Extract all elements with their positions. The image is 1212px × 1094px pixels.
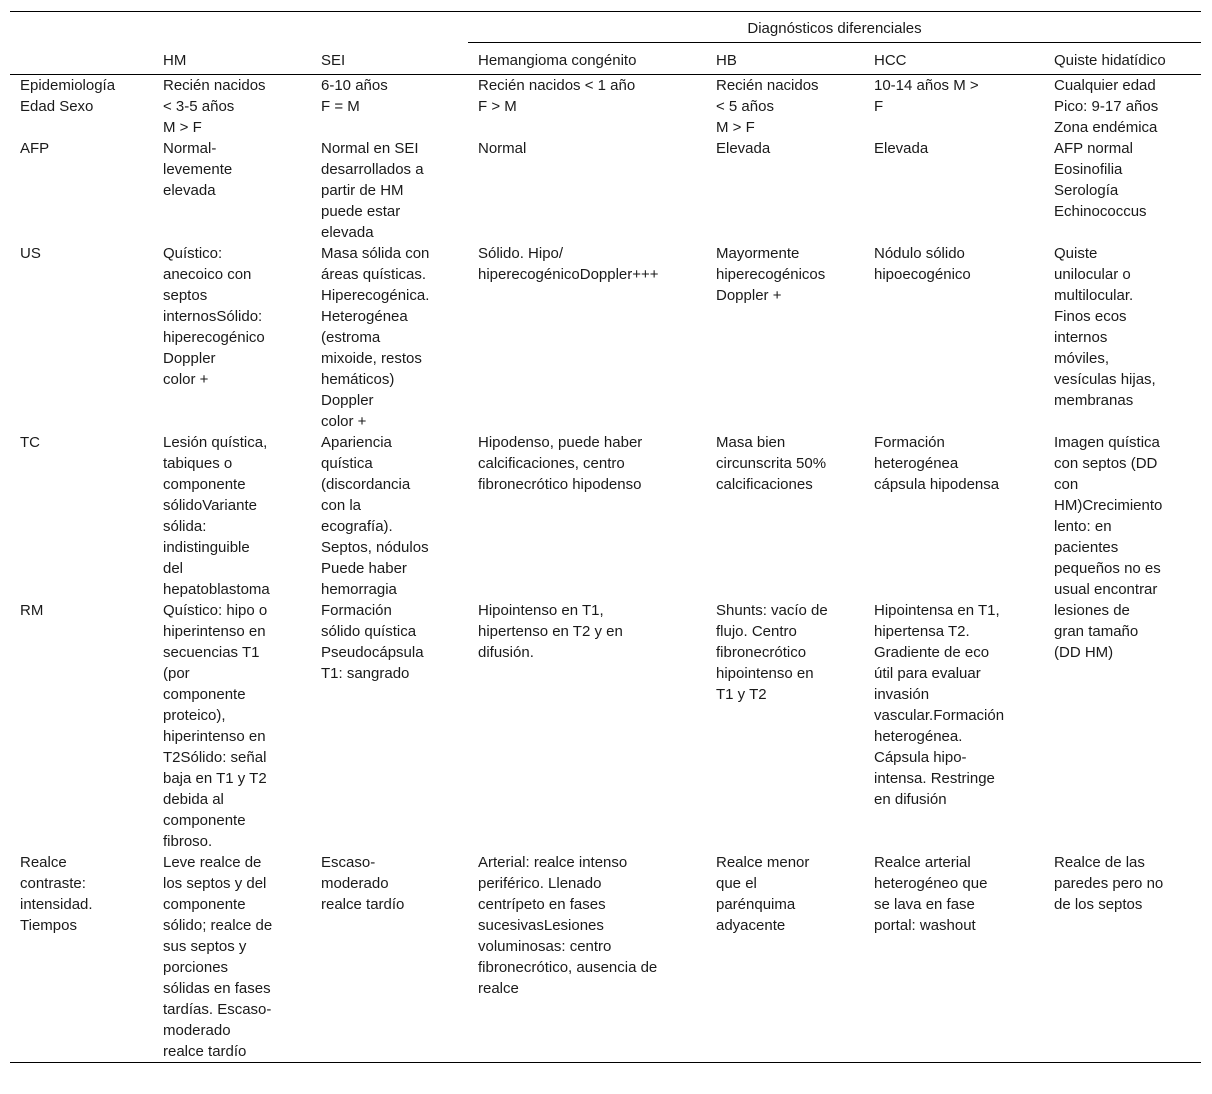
table-cell: Arterial: realce intenso periférico. Llenado centrípeto en fases sucesivasLesiones voluminosas: centro fibronecrótico, ausencia de realce bbox=[468, 852, 706, 1063]
table-cell: Imagen quística con septos (DD con HM)Crecimiento lento: en pacientes pequeños no es usual encontrar lesiones de gran tamaño (DD HM) bbox=[1054, 434, 1163, 661]
row-label: Realce contraste: intensidad. Tiempos bbox=[10, 852, 153, 1063]
table-cell: Quiste unilocular o multilocular. Finos ecos internos móviles, vesículas hijas, membranas bbox=[1054, 245, 1156, 409]
column-header-hemangioma-congenito: Hemangioma congénito bbox=[468, 43, 706, 75]
table-row-epidemiologia bbox=[10, 75, 1201, 139]
table-row-rm bbox=[10, 600, 1201, 852]
table-cell: 6-10 años F = M bbox=[321, 77, 388, 115]
table-cell: Recién nacidos < 3-5 años M > F bbox=[163, 77, 266, 136]
column-header-quiste-hidatidico: Quiste hidatídico bbox=[1044, 43, 1201, 75]
table-cell: Hipointenso en T1, hipertenso en T2 y en difusión. bbox=[478, 602, 623, 661]
table-cell: Recién nacidos < 1 año F > M bbox=[478, 77, 636, 115]
header-row-group bbox=[10, 12, 1201, 43]
table-cell: Hipodenso, puede haber calcificaciones, centro fibronecrótico hipodenso bbox=[478, 434, 643, 493]
table-row-tc bbox=[10, 432, 1201, 600]
table-cell: Formación sólido quística Pseudocápsula T1: sangrado bbox=[321, 602, 424, 682]
table-row-realce bbox=[10, 852, 1201, 1063]
row-label: US bbox=[20, 245, 41, 262]
differential-diagnosis-table bbox=[10, 11, 1201, 1063]
table-cell: Apariencia quística (discordancia con la ecografía). Septos, nódulos Puede haber hemorragia bbox=[321, 434, 429, 598]
table-cell: Mayormente hiperecogénicos Doppler + bbox=[716, 245, 826, 304]
column-header-hb: HB bbox=[706, 43, 864, 75]
table-cell: Normal bbox=[478, 140, 527, 157]
row-label: Epidemiología Edad Sexo bbox=[20, 77, 116, 115]
table-row-afp bbox=[10, 138, 1201, 243]
table-cell: Elevada bbox=[716, 140, 771, 157]
column-header-hm: HM bbox=[153, 43, 311, 75]
table-cell: Quístico: anecoico con septos internosSólido: hiperecogénico Doppler color + bbox=[163, 245, 265, 388]
table-cell: Formación heterogénea cápsula hipodensa bbox=[874, 434, 1000, 493]
column-header-empty bbox=[10, 43, 153, 75]
table-cell: Cualquier edad Pico: 9-17 años Zona endémica bbox=[1054, 77, 1159, 136]
table-cell: Lesión quística, tabiques o componente sólidoVariante sólida: indistinguible del hepatoblastoma bbox=[163, 434, 270, 598]
table-cell: Normal en SEI desarrollados a partir de HM puede estar elevada bbox=[321, 140, 424, 241]
column-header-sei: SEI bbox=[311, 43, 468, 75]
table-cell: Hipointensa en T1, hipertensa T2. Gradiente de eco útil para evaluar invasión vascular.Formación heterogénea. Cápsula hipo- intensa. Restringe en difusión bbox=[874, 602, 1005, 808]
group-header-differential-diagnoses: Diagnósticos diferenciales bbox=[468, 12, 1201, 43]
table-cell: Nódulo sólido hipoecogénico bbox=[874, 245, 971, 283]
table-cell: Realce de las paredes pero no de los septos bbox=[1044, 852, 1201, 1063]
table-cell: Realce arterial heterogéneo que se lava en fase portal: washout bbox=[864, 852, 1044, 1063]
row-label: RM bbox=[20, 602, 44, 619]
column-header-hcc: HCC bbox=[864, 43, 1044, 75]
table-cell: Leve realce de los septos y del componente sólido; realce de sus septos y porciones sólidas en fases tardías. Escaso- moderado realce tardío bbox=[153, 852, 311, 1063]
table-cell: Shunts: vacío de flujo. Centro fibronecrótico hipointenso en T1 y T2 bbox=[716, 602, 828, 703]
table-cell: AFP normal Eosinofilia Serología Echinococcus bbox=[1054, 140, 1147, 220]
header-empty bbox=[153, 12, 311, 43]
table-cell: Quístico: hipo o hiperintenso en secuencias T1 (por componente proteico), hiperintenso en T2Sólido: señal baja en T1 y T2 debida al componente fibroso. bbox=[163, 602, 268, 850]
table-cell: Normal- levemente elevada bbox=[163, 140, 233, 199]
table-cell: Masa bien circunscrita 50% calcificaciones bbox=[716, 434, 827, 493]
row-label: TC bbox=[20, 434, 40, 451]
row-label: AFP bbox=[20, 140, 50, 157]
table-cell: Escaso- moderado realce tardío bbox=[311, 852, 468, 1063]
header-empty bbox=[10, 12, 153, 43]
table-row-us bbox=[10, 243, 1201, 432]
header-row-columns bbox=[10, 43, 1201, 75]
table-cell: Elevada bbox=[874, 140, 929, 157]
table-cell: 10-14 años M > F bbox=[874, 77, 979, 115]
table-cell: Realce menor que el parénquima adyacente bbox=[706, 852, 864, 1063]
differential-diagnosis-table-container bbox=[10, 11, 1201, 1063]
header-empty bbox=[311, 12, 468, 43]
table-cell: Sólido. Hipo/ hiperecogénicoDoppler+++ bbox=[478, 245, 659, 283]
table-cell: Masa sólida con áreas quísticas. Hiperecogénica. Heterogénea (estroma mixoide, restos hemáticos) Doppler color + bbox=[321, 245, 430, 430]
table-cell: Recién nacidos < 5 años M > F bbox=[716, 77, 819, 136]
